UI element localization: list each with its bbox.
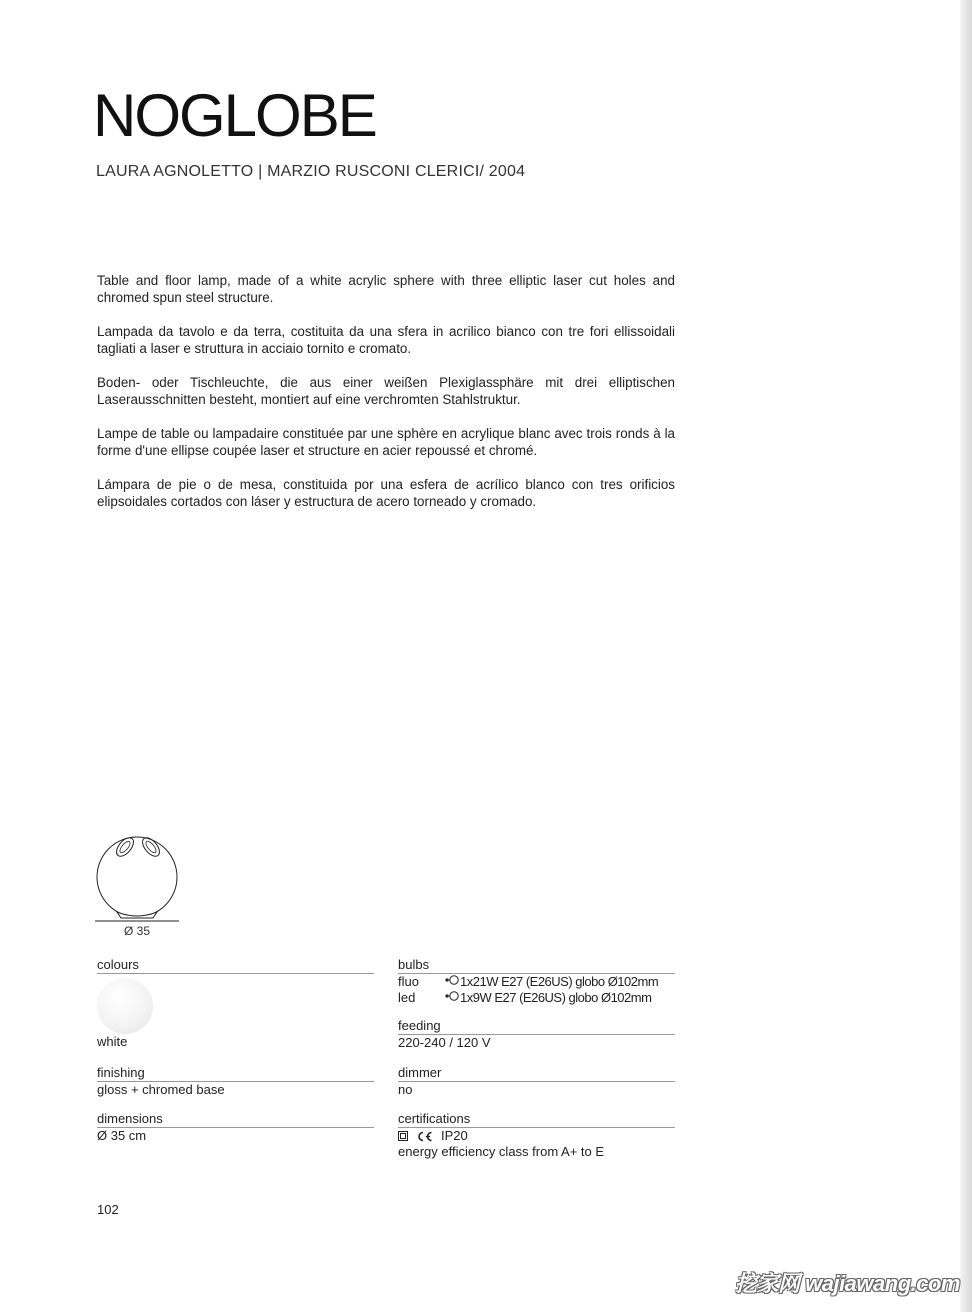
description-fr: Lampe de table ou lampadaire constituée par une sphère en acrylique blanc avec trois ronds à la forme d'une ellipse coupée laser et structure en acier repoussé et chromé.: [97, 426, 675, 458]
dimensions-value: Ø 35 cm: [97, 1128, 147, 1143]
certification-marks: [398, 1128, 675, 1144]
description-it: Lampada da tavolo e da terra, costituita da una sfera in acrilico bianco con tre fori ellissoidali tagliati a laser e struttura in acciaio tornito e cromato.: [97, 324, 675, 356]
description-es: Lámpara de pie o de mesa, constituida por una esfera de acrílico blanco con tres orificios elipsoidales cortados con láser y estructura de acero torneado y cromado.: [97, 477, 675, 509]
dimmer-value: no: [398, 1082, 413, 1097]
feeding-heading: feeding: [398, 1019, 675, 1035]
dimensions-section: [97, 1112, 374, 1144]
bulb-row-fluo: [398, 974, 675, 990]
bulb-icon: [445, 990, 459, 1002]
ip-rating: IP20: [441, 1128, 468, 1143]
dimensions-heading: dimensions: [97, 1112, 374, 1128]
dimmer-heading: dimmer: [398, 1066, 675, 1082]
ce-mark-icon: [416, 1131, 433, 1142]
dimmer-section: [398, 1066, 675, 1098]
certifications-section: [398, 1112, 675, 1160]
finishing-value: gloss + chromed base: [97, 1082, 225, 1097]
description-de: Boden- oder Tischleuchte, die aus einer weißen Plexiglassphäre mit drei elliptischen Laserausschnitten besteht, montiert auf eine verchromten Stahlstruktur.: [97, 375, 675, 407]
bulb-spec: 1x21W E27 (E26US) globo Ø102mm: [460, 974, 659, 989]
page-edge-shadow: [960, 0, 972, 1312]
finishing-heading: finishing: [97, 1066, 374, 1082]
colour-swatch-white: [97, 978, 153, 1034]
bulb-spec: 1x9W E27 (E26US) globo Ø102mm: [460, 990, 652, 1005]
bulbs-heading: bulbs: [398, 958, 675, 974]
feeding-section: [398, 1019, 675, 1051]
colours-heading: colours: [97, 958, 374, 974]
description-en: Table and floor lamp, made of a white acrylic sphere with three elliptic laser cut holes and chromed spun steel structure.: [97, 273, 675, 305]
bulb-type: led: [398, 990, 416, 1005]
description-block: [97, 272, 675, 527]
colours-section: [97, 958, 374, 1050]
bulb-type: fluo: [398, 974, 419, 989]
certifications-heading: certifications: [398, 1112, 675, 1128]
finishing-section: [97, 1066, 374, 1098]
class-ii-icon: [398, 1131, 408, 1141]
bulb-icon: [445, 974, 459, 986]
product-title: NOGLOBE: [93, 82, 376, 149]
designers-credit: LAURA AGNOLETTO | MARZIO RUSCONI CLERICI/ 2004: [96, 163, 526, 180]
colours-value: white: [97, 1034, 128, 1049]
energy-class: energy efficiency class from A+ to E: [398, 1144, 605, 1159]
bulb-row-led: [398, 990, 675, 1006]
feeding-value: 220-240 / 120 V: [398, 1035, 491, 1050]
watermark: 挖家网 wajiawang.com: [735, 1271, 960, 1296]
page-number: 102: [97, 1202, 119, 1217]
diameter-label: Ø 35: [124, 924, 151, 938]
bulbs-section: [398, 958, 675, 1006]
